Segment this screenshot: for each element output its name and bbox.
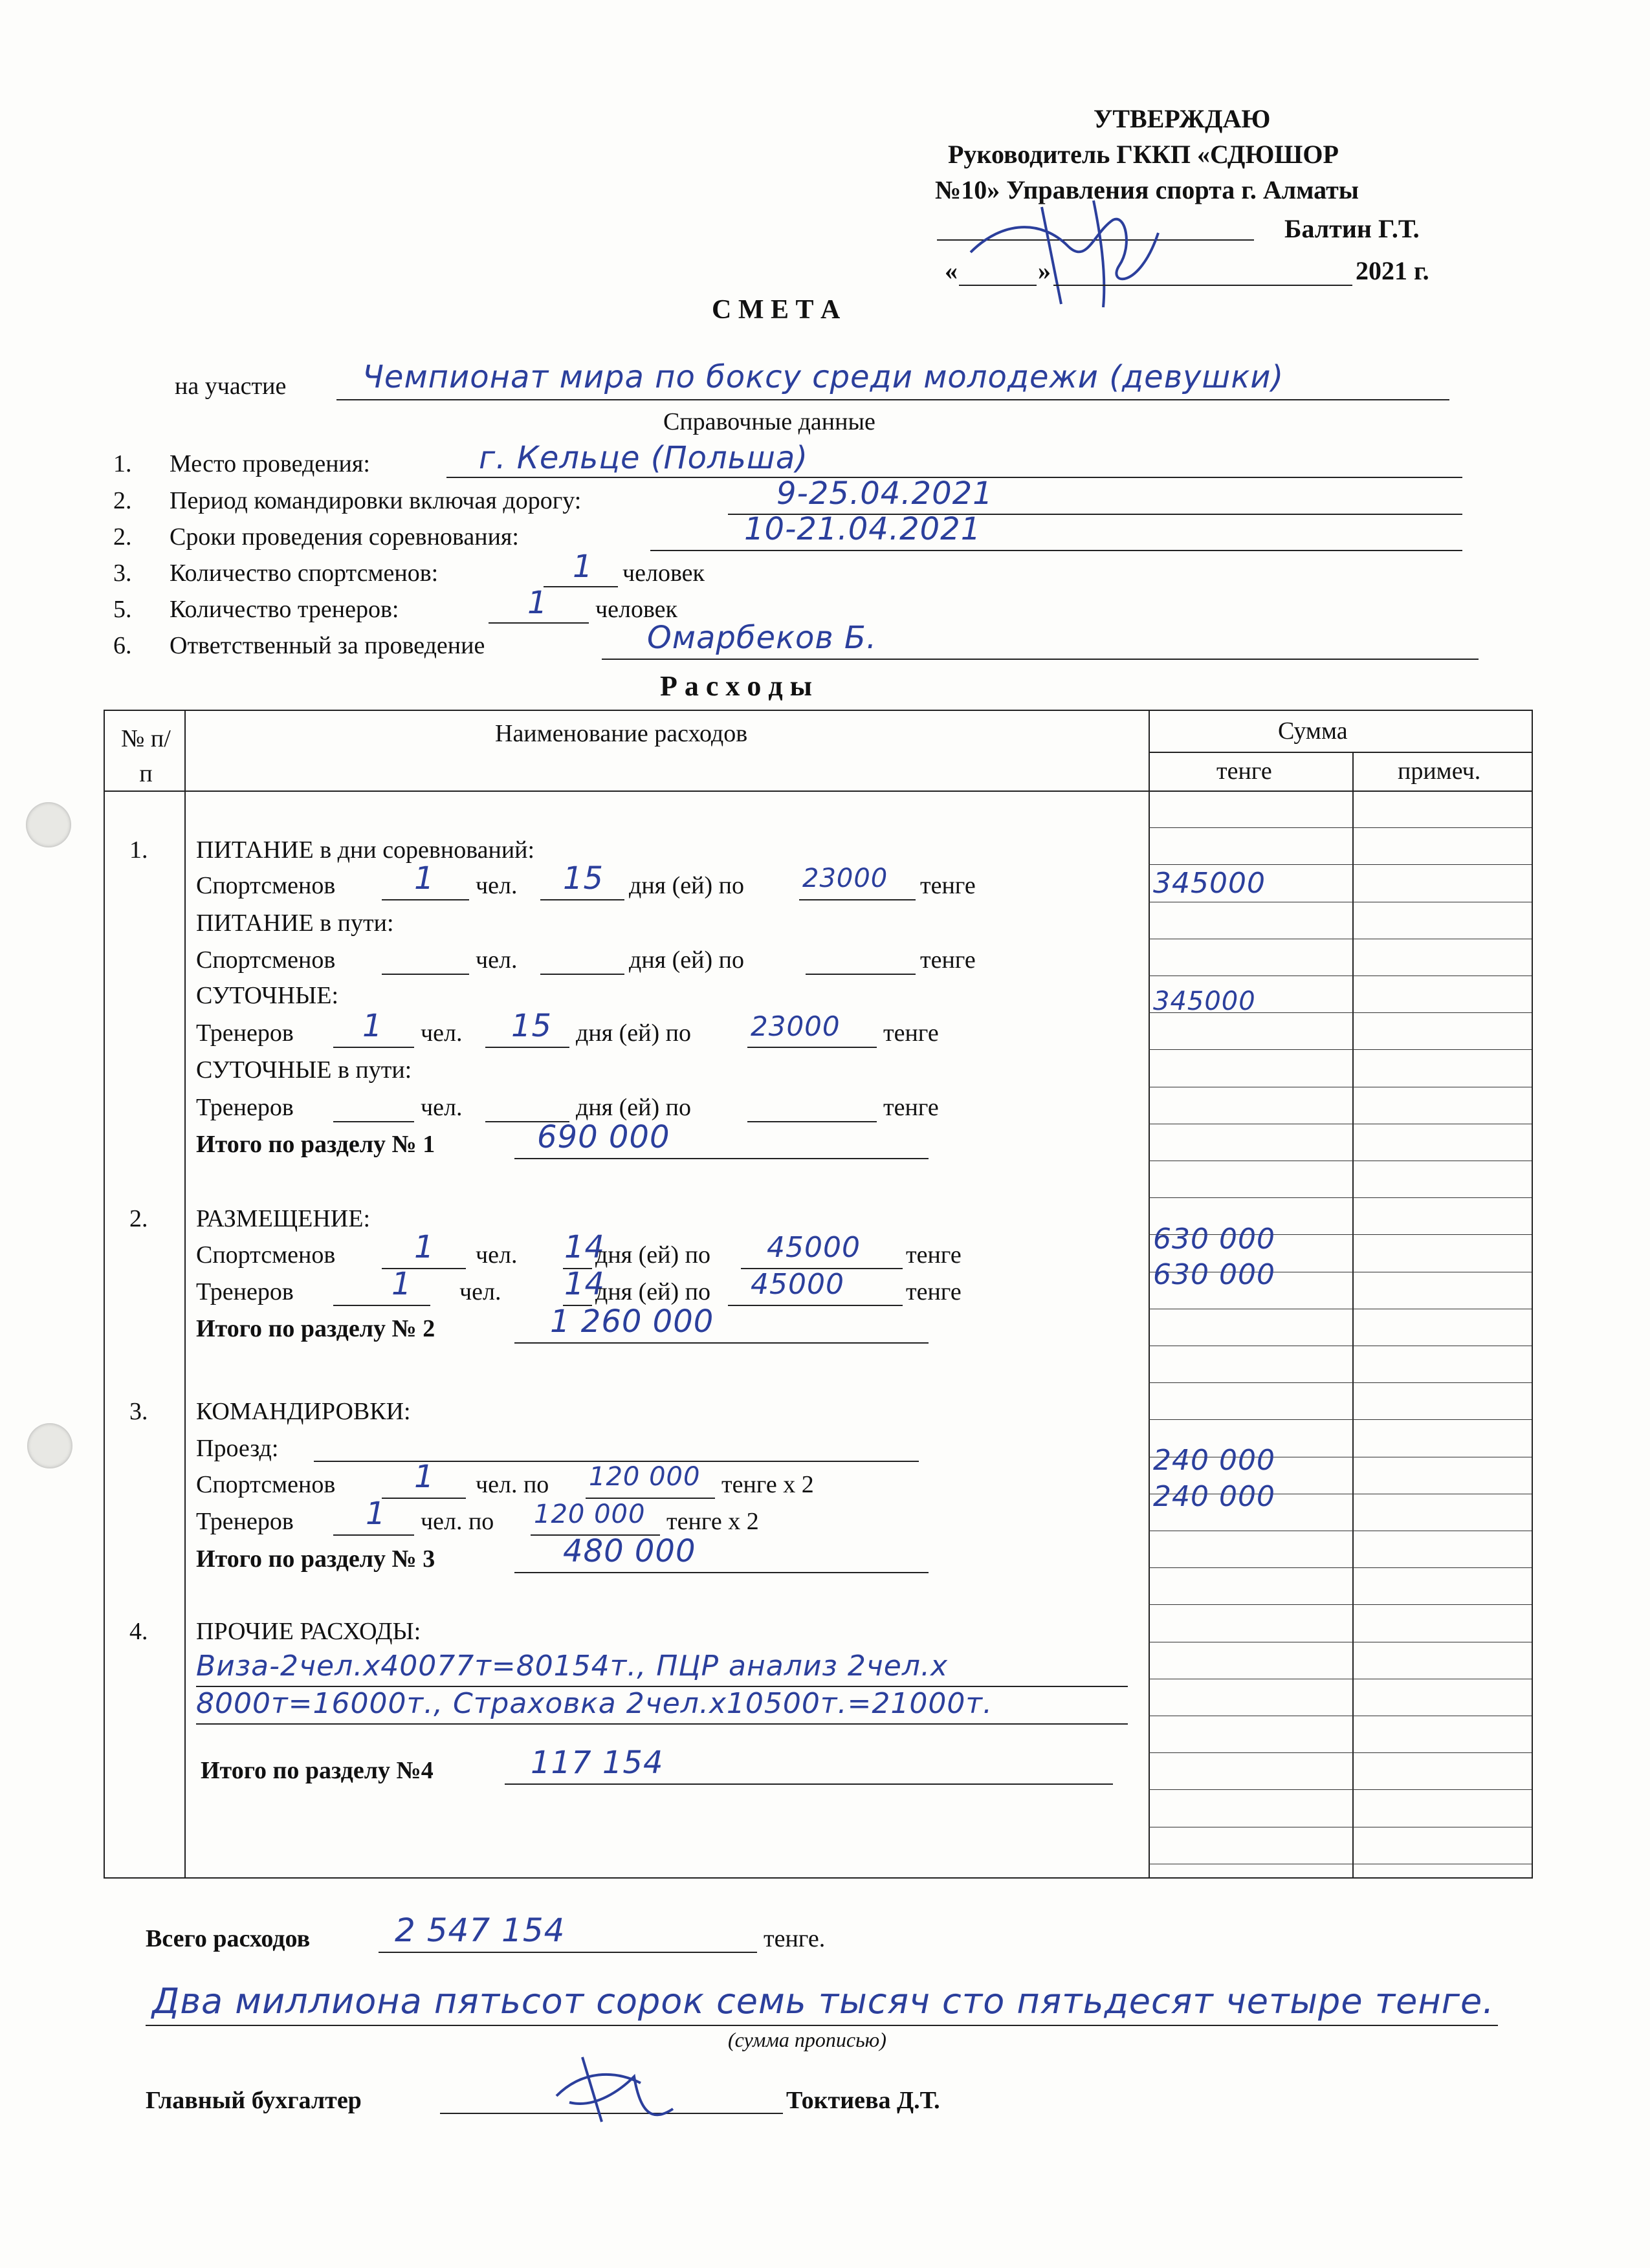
reference-line (650, 550, 1462, 551)
accommodation-title: РАЗМЕЩЕНИЕ: (196, 1205, 371, 1232)
approval-date-open: « (945, 256, 958, 285)
days-unit-short: дня (ей) по (595, 1241, 710, 1269)
days-unit: дня (ей) по (629, 872, 744, 899)
per-unit: чел. по (421, 1508, 494, 1535)
section-3-total-label: Итого по разделу № 3 (196, 1545, 435, 1573)
accommodation-coaches-people: 1 (391, 1266, 412, 1302)
food-rate-line (799, 899, 916, 900)
expenses-title: Р а с х о д ы (660, 670, 813, 702)
section-1-total-label: Итого по разделу № 1 (196, 1131, 435, 1158)
table-col-divider (1149, 710, 1150, 1877)
tenge-unit: тенге (883, 1020, 939, 1047)
road-food-title: ПИТАНИЕ в пути: (196, 910, 394, 937)
table-col-divider (184, 710, 186, 1877)
reference-label: Место проведения: (170, 450, 370, 477)
amount-in-words-caption: (сумма прописью) (728, 2028, 886, 2051)
people-unit: чел. (421, 1020, 463, 1047)
header-name: Наименование расходов (495, 720, 748, 747)
food-people: 1 (414, 860, 435, 897)
people-unit: чел. (476, 946, 518, 974)
reference-num: 5. (113, 596, 132, 623)
other-details-1: Виза-2чел.х40077т=80154т., ПЦР анализ 2чел.х (196, 1650, 949, 1683)
punch-hole-bottom (27, 1423, 72, 1468)
approval-signer: Балтин Г.Т. (1284, 214, 1420, 243)
food-days: 15 (563, 860, 604, 897)
director-signature (964, 194, 1178, 311)
travel-coaches-rate: 120 000 (534, 1499, 646, 1529)
approval-title: УТВЕРЖДАЮ (1094, 104, 1271, 133)
reference-num: 6. (113, 632, 132, 659)
section-2-total-label: Итого по разделу № 2 (196, 1315, 435, 1342)
other-details-2: 8000т=16000т., Страховка 2чел.х10500т.=21000т. (196, 1687, 993, 1720)
accommodation-coaches-rate-line (728, 1305, 903, 1306)
reference-num: 2. (113, 523, 132, 551)
section-1-total-value: 690 000 (537, 1119, 670, 1155)
tenge-unit: тенге (883, 1094, 939, 1121)
other-line-2 (196, 1723, 1128, 1725)
participation-line (336, 399, 1449, 400)
approval-line-1: Руководитель ГККП «СДЮШОР (948, 140, 1339, 169)
accommodation-coaches-days: 14 (564, 1266, 606, 1302)
section-2-total-value: 1 260 000 (550, 1303, 714, 1340)
approval-month-line (1053, 285, 1352, 286)
reference-label: Количество спортсменов: (170, 560, 439, 587)
road-per-diem-title: СУТОЧНЫЕ в пути: (196, 1056, 412, 1084)
road-per-diem-people-line (333, 1121, 414, 1122)
reference-value: 9-25.04.2021 (776, 475, 993, 512)
per-diem-rate: 23000 (751, 1010, 841, 1042)
x2-unit: тенге х 2 (721, 1471, 814, 1498)
reference-value: 10-21.04.2021 (744, 511, 982, 547)
food-title: ПИТАНИЕ в дни соревнований: (196, 836, 535, 864)
approval-day-line (959, 285, 1037, 286)
days-unit-short: дня (ей) по (595, 1278, 710, 1305)
per-diem-rate-line (747, 1047, 877, 1048)
reference-line (602, 659, 1479, 660)
per-diem-people-line (333, 1047, 414, 1048)
table-header-divider (1149, 752, 1532, 753)
sum-row-line (1149, 1419, 1532, 1420)
sum-row-line (1149, 1382, 1532, 1383)
people-unit: чел. (476, 1241, 518, 1269)
sum-row-line (1149, 864, 1532, 865)
section-3-total-value: 480 000 (563, 1533, 696, 1569)
table-col-divider (1352, 752, 1354, 1877)
travel-coaches-label: Тренеров (196, 1508, 294, 1535)
accommodation-athletes-days: 14 (564, 1229, 606, 1265)
travel-athletes-sum: 240 000 (1153, 1444, 1275, 1477)
section-num: 1. (129, 836, 148, 864)
sum-row-line (1149, 827, 1532, 828)
travel-title: КОМАНДИРОВКИ: (196, 1398, 411, 1425)
table-header-bottom (104, 791, 1532, 792)
reference-num: 1. (113, 450, 132, 477)
accommodation-athletes-label: Спортсменов (196, 1241, 336, 1269)
per-diem-title: СУТОЧНЫЕ: (196, 982, 339, 1009)
days-unit: дня (ей) по (576, 1094, 691, 1121)
days-unit: дня (ей) по (629, 946, 744, 974)
reference-label: Количество тренеров: (170, 596, 399, 623)
road-per-diem-coaches-label: Тренеров (196, 1094, 294, 1121)
tenge-unit: тенге (920, 946, 976, 974)
per-diem-days: 15 (511, 1008, 553, 1044)
x2-unit: тенге х 2 (666, 1508, 759, 1535)
travel-label: Проезд: (196, 1435, 279, 1462)
food-rate: 23000 (802, 864, 888, 893)
accountant-label: Главный бухгалтер (146, 2087, 362, 2114)
travel-athletes-label: Спортсменов (196, 1471, 336, 1498)
reference-label: Ответственный за проведение (170, 632, 485, 659)
tenge-unit: тенге (906, 1278, 962, 1305)
per-diem-sum: 345000 (1153, 987, 1256, 1016)
reference-value: 1 (527, 585, 548, 621)
sum-row-line (1149, 1789, 1532, 1790)
per-diem-people: 1 (362, 1008, 383, 1044)
accommodation-coaches-sum: 630 000 (1153, 1258, 1275, 1291)
reference-title: Справочные данные (663, 408, 875, 435)
header-sum: Сумма (1278, 717, 1348, 745)
sum-row-line (1149, 1604, 1532, 1605)
travel-coaches-sum: 240 000 (1153, 1480, 1275, 1513)
approval-year: 2021 г. (1356, 256, 1429, 285)
reference-value: Омарбеков Б. (647, 620, 877, 656)
sum-row-line (1149, 1567, 1532, 1568)
tenge-unit: тенге (920, 872, 976, 899)
travel-athletes-rate: 120 000 (589, 1462, 701, 1492)
header-note: примеч. (1398, 758, 1481, 785)
per-diem-days-line (485, 1047, 569, 1048)
reference-line (544, 586, 618, 587)
header-tenge: тенге (1216, 758, 1272, 785)
accommodation-athletes-rate: 45000 (767, 1231, 861, 1264)
approval-date-mid: » (1038, 256, 1051, 285)
road-food-athletes-label: Спортсменов (196, 946, 336, 974)
reference-suffix: человек (595, 596, 677, 623)
people-unit: чел. (459, 1278, 501, 1305)
accountant-name: Токтиева Д.Т. (786, 2087, 940, 2114)
section-num: 2. (129, 1205, 148, 1232)
food-days-line (540, 899, 624, 900)
sum-row-line (1149, 1752, 1532, 1753)
reference-num: 3. (113, 560, 132, 587)
punch-hole-top (26, 802, 71, 847)
accountant-signature (544, 2051, 686, 2128)
amount-in-words: Два миллиона пятьсот сорок семь тысяч сто пятьдесят четыре тенге. (152, 1981, 1495, 2022)
participation-value: Чемпионат мира по боксу среди молодежи (девушки) (362, 359, 1284, 395)
days-unit: дня (ей) по (576, 1020, 691, 1047)
people-unit: чел. (421, 1094, 463, 1121)
reference-line (489, 622, 589, 624)
sum-row-line (1149, 1197, 1532, 1198)
travel-athletes-people: 1 (414, 1459, 435, 1495)
accommodation-coaches-people-line (333, 1305, 430, 1306)
section-1-total-line (514, 1158, 929, 1159)
participation-label: на участие (175, 373, 287, 400)
accommodation-athletes-people: 1 (414, 1229, 435, 1265)
section-2-total-line (514, 1342, 929, 1344)
reference-suffix: человек (622, 560, 705, 587)
road-food-days-line (540, 974, 624, 975)
reference-label: Период командировки включая дорогу: (170, 487, 582, 514)
road-food-rate-line (806, 974, 916, 975)
per-diem-coaches-label: Тренеров (196, 1020, 294, 1047)
tenge-unit: тенге (906, 1241, 962, 1269)
section-num: 3. (129, 1398, 148, 1425)
travel-athletes-people-line (382, 1498, 466, 1499)
reference-label: Сроки проведения соревнования: (170, 523, 519, 551)
accommodation-athletes-sum: 630 000 (1153, 1223, 1275, 1256)
other-title: ПРОЧИЕ РАСХОДЫ: (196, 1618, 421, 1645)
section-3-total-line (514, 1572, 929, 1573)
reference-value: г. Кельце (Польша) (479, 440, 808, 476)
road-food-people-line (382, 974, 469, 975)
section-4-total-value: 117 154 (531, 1745, 664, 1781)
sum-row-line (1149, 1049, 1532, 1050)
document-title: С М Е Т А (712, 295, 841, 325)
road-per-diem-rate-line (747, 1121, 877, 1122)
grand-total-line (379, 1952, 757, 1953)
accommodation-coaches-rate: 45000 (751, 1268, 844, 1301)
people-unit: чел. (476, 872, 518, 899)
per-unit: чел. по (476, 1471, 549, 1498)
section-4-total-line (505, 1783, 1113, 1785)
travel-coaches-people: 1 (366, 1496, 386, 1532)
section-4-total-label: Итого по разделу №4 (201, 1757, 434, 1784)
food-athletes-label: Спортсменов (196, 872, 336, 899)
grand-total-currency: тенге. (764, 1925, 826, 1952)
reference-value: 1 (573, 549, 593, 585)
food-sum: 345000 (1153, 867, 1266, 900)
grand-total-value: 2 547 154 (395, 1912, 566, 1949)
travel-coaches-people-line (333, 1534, 414, 1536)
approval-line-2: №10» Управления спорта г. Алматы (935, 175, 1359, 204)
accommodation-coaches-label: Тренеров (196, 1278, 294, 1305)
header-num: № п/п (121, 725, 171, 787)
section-num: 4. (129, 1618, 148, 1645)
reference-num: 2. (113, 487, 132, 514)
travel-athletes-rate-line (586, 1498, 715, 1499)
grand-total-label: Всего расходов (146, 1925, 311, 1952)
amount-in-words-line (146, 2025, 1498, 2026)
food-people-line (382, 899, 469, 900)
